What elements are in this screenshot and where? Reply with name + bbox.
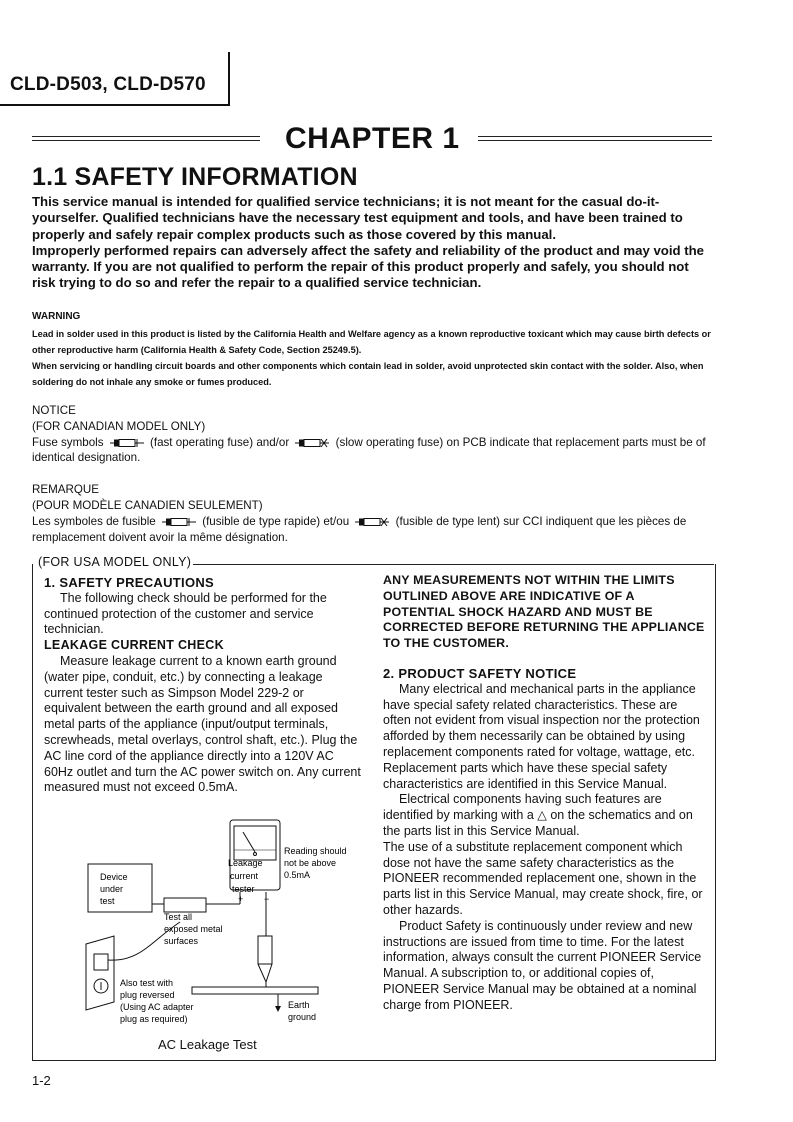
notice-spacer bbox=[32, 466, 722, 482]
exposed-label-1: Test all bbox=[164, 912, 193, 922]
page-number: 1-2 bbox=[32, 1073, 51, 1088]
tester-label-2: current bbox=[230, 871, 259, 881]
leakage-heading: LEAKAGE CURRENT CHECK bbox=[44, 638, 224, 653]
earth-ground-icon bbox=[275, 1006, 281, 1012]
intro-paragraph-2: Improperly performed repairs can adversely affect the safety and reliability of the product and may void the warranty. If you are not qualified to perform the repair of this product properly and safely, you should not risk trying to do so and refer the repair to a qualified service technician. bbox=[32, 242, 705, 291]
reading-label-1: Reading should bbox=[284, 846, 347, 856]
warning-paragraph-1: Lead in solder used in this product is listed by the California Health and Welfare agency as a known reproductive toxicant which may cause birth defects or other reproductive harm (California Health & Safety Code, Section 25249.5). bbox=[32, 329, 711, 355]
exposed-label-3: surfaces bbox=[164, 936, 199, 946]
notice-block bbox=[32, 403, 722, 545]
notice-text bbox=[32, 435, 722, 467]
fast-fuse-icon bbox=[162, 517, 196, 527]
remarque-text-1: Les symboles de fusible bbox=[32, 514, 156, 528]
tester-label-3: tester bbox=[232, 884, 255, 894]
chapter-title: CHAPTER 1 bbox=[285, 122, 460, 155]
warning-paragraph-2: When servicing or handling circuit boards and other components which contain lead in solder, avoid unprotected skin contact with the solder. Also, when soldering do not inhale any smoke or fumes produced. bbox=[32, 361, 704, 387]
fast-fuse-icon bbox=[110, 438, 144, 448]
plus-sign: + bbox=[238, 894, 244, 904]
device-label-1: Device bbox=[100, 872, 128, 882]
device-label-2: under bbox=[100, 884, 124, 894]
notice-text-1: Fuse symbols bbox=[32, 435, 104, 449]
remarque-text-3: (fusible de type lent) sur CCI indiquent que les pièces de remplacement doivent avoir la même désignation. bbox=[32, 514, 687, 544]
slow-fuse-icon bbox=[355, 517, 389, 527]
remarque-subheading: (POUR MODÈLE CANADIEN SEULEMENT) bbox=[32, 498, 263, 512]
usa-frame-title: (FOR USA MODEL ONLY) bbox=[38, 555, 192, 569]
spacer bbox=[383, 652, 705, 666]
earth-label-1: Earth bbox=[288, 1000, 310, 1010]
plug-label-2: plug reversed bbox=[120, 990, 175, 1000]
minus-sign: − bbox=[264, 894, 270, 904]
diagram-caption: AC Leakage Test bbox=[158, 1037, 257, 1052]
product-safety-paragraph-1: Many electrical and mechanical parts in the appliance have special safety related characteristics. These are often not evident from visual inspection nor the protection afforded by them necessarily can be obtained by using replacement components rated for voltage, wattage, etc. Replacement parts which have these special safety characteristics are identified in this Service Manual. bbox=[383, 681, 700, 791]
warning-heading: WARNING bbox=[32, 311, 81, 322]
notice-text-2: (fast operating fuse) and/or bbox=[149, 435, 290, 449]
probe-icon bbox=[164, 898, 206, 912]
intro-text bbox=[32, 194, 712, 292]
device-label-3: test bbox=[100, 896, 115, 906]
exposed-label-2: exposed metal bbox=[164, 924, 223, 934]
chapter-rule-right bbox=[478, 136, 712, 137]
water-pipe-icon bbox=[192, 987, 318, 994]
precautions-heading: 1. SAFETY PRECAUTIONS bbox=[44, 575, 215, 590]
probe-handle-icon bbox=[258, 936, 272, 964]
product-safety-column bbox=[383, 573, 705, 1014]
remarque-heading: REMARQUE bbox=[32, 483, 99, 497]
notice-subheading: (FOR CANADIAN MODEL ONLY) bbox=[32, 419, 206, 433]
earth-label-2: ground bbox=[288, 1012, 317, 1022]
plug-label-4: plug as required) bbox=[120, 1014, 188, 1024]
reading-label-2: not be above bbox=[284, 858, 337, 868]
notice-heading: NOTICE bbox=[32, 404, 76, 417]
product-safety-paragraph-2: Electrical components having such features are identified by marking with a △ on the schematics and on the parts list in this Service Manual. bbox=[383, 792, 693, 838]
slow-fuse-icon bbox=[295, 438, 329, 448]
safety-precautions-column bbox=[44, 575, 362, 796]
chapter-rule-left bbox=[32, 136, 260, 137]
leakage-text: Measure leakage current to a known earth ground (water pipe, conduit, etc.) by connecting a leakage current tester such as Simpson Model 229-2 or equivalent between the earth ground and all exposed metal parts of the appliance (input/output terminals, screwheads, metal overlays, control shaft, etc.). Plug the AC line cord of the appliance directly into a 120V AC 60Hz outlet and turn the AC power switch on. Any current measured must not exceed 0.5mA. bbox=[44, 653, 361, 795]
warning-text bbox=[32, 326, 712, 390]
reading-label-3: 0.5mA bbox=[284, 870, 311, 880]
product-safety-paragraph-4: Product Safety is continuously under review and new instructions are issued from time to time. For the latest information, always consult the current PIONEER Service Manual. A subscription to, or additional copies of, PIONEER Service Manual may be obtained at a nominal charge from PIONEER. bbox=[383, 918, 702, 1012]
hazard-warning-text: ANY MEASUREMENTS NOT WITHIN THE LIMITS OUTLINED ABOVE ARE INDICATIVE OF A POTENTIAL SHOCK HAZARD AND MUST BE CORRECTED BEFORE RETURNING THE APPLIANCE TO THE CUSTOMER. bbox=[383, 573, 705, 651]
plug-label-1: Also test with bbox=[120, 978, 174, 988]
plug-label-3: (Using AC adapter bbox=[120, 1002, 194, 1012]
chapter-rule-right-2 bbox=[478, 140, 712, 141]
precautions-text: The following check should be performed for the continued protection of the customer and service technician. bbox=[44, 590, 327, 637]
remarque-text bbox=[32, 514, 722, 546]
tester-label-1: Leakage bbox=[228, 858, 263, 868]
section-title: 1.1 SAFETY INFORMATION bbox=[32, 163, 358, 191]
product-safety-heading: 2. PRODUCT SAFETY NOTICE bbox=[383, 665, 577, 681]
chapter-rule-left-2 bbox=[32, 140, 260, 141]
notice-text-3: (slow operating fuse) on PCB indicate that replacement parts must be of identical designation. bbox=[32, 435, 706, 465]
intro-paragraph-1: This service manual is intended for qualified service technicians; it is not meant for the casual do-it-yourselfer. Qualified technicians have the necessary test equipment and tools, and have been trained to properly and safely repair complex products such as those covered by this manual. bbox=[32, 194, 683, 242]
remarque-text-2: (fusible de type rapide) et/ou bbox=[202, 514, 350, 528]
ac-leakage-test-diagram bbox=[80, 812, 380, 1062]
product-safety-paragraph-3: The use of a substitute replacement component which dose not have the same safety characteristics as the PIONEER recommended replacement one, shown in the parts list in this Service Manual, may create shock, fire, or other hazards. bbox=[383, 839, 703, 917]
model-title: CLD-D503, CLD-D570 bbox=[10, 74, 206, 95]
usa-frame-top-rule bbox=[150, 564, 714, 565]
